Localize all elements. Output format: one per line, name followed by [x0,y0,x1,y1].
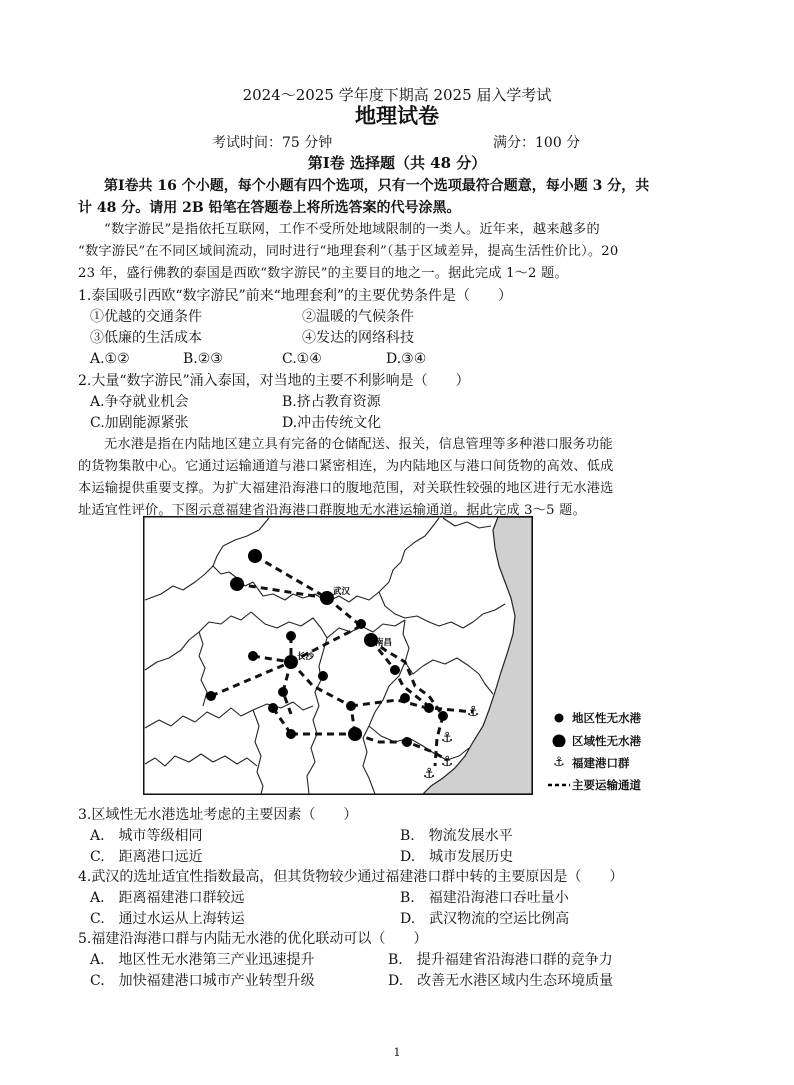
dashed-line-icon [548,777,570,794]
q4-option-d[interactable]: D. 武汉物流的空运比例高 [400,911,570,927]
page-number: 1 [393,1046,401,1059]
q5-option-b[interactable]: B. 提升福建省沿海港口群的竞争力 [388,952,613,968]
legend-port-label: 福建港口群 [572,756,630,770]
passage1-line-2: “数字游民”在不同区域间流动，同时进行“地理套利”（基于区域差异，提高生活性价比）。20 [78,244,619,259]
sea-area [423,517,532,794]
province-borders [145,518,505,794]
q2-option-b[interactable]: B.挤占教育资源 [282,394,381,410]
local-port-dot [400,693,410,703]
local-port-dot [390,665,400,675]
q4-option-a[interactable]: A. 距离福建港口群较远 [90,890,245,906]
passage1-line-3: 23 年，盛行佛教的泰国是西欧“数字游民”的主要目的地之一。据此完成 1～2 题。 [78,266,568,281]
regional-dry-ports [230,549,378,741]
subject-title: 地理试卷 [355,103,439,128]
q1-option-a[interactable]: A.①② [90,351,130,367]
q3-stem: 3.区域性无水港选址考虑的主要因素（ ） [78,807,358,823]
anchor-icon: ⚓ [440,730,454,746]
local-port-dot [278,687,288,697]
anchor-icon: ⚓ [440,754,454,770]
section-title: 第Ⅰ卷 选择题（共 48 分） [307,154,487,172]
q4-stem: 4.武汉的选址适宜性指数最高，但其货物较少通过福建港口群中转的主要原因是（ ） [78,869,624,885]
local-port-dot [206,691,216,701]
exam-time: 考试时间：75 分钟 [212,135,333,151]
local-port-dot [346,701,356,711]
legend-route-label: 主要运输通道 [572,778,641,792]
q1-option-b[interactable]: B.②③ [183,351,223,367]
passage2-line-2: 的货物集散中心。它通过运输通道与港口紧密相连，为内陆地区与港口间货物的高效、低成 [78,459,614,474]
passage2-line-3: 本运输提供重要支撑。为扩大福建沿海港口的腹地范围，对关联性较强的地区进行无水港选 [78,481,614,496]
q5-option-a[interactable]: A. 地区性无水港第三产业迅速提升 [90,952,315,968]
q2-stem: 2.大量“数字游民”涌入泰国，对当地的主要不利影响是（ ） [78,373,470,389]
local-port-dot [424,703,434,713]
instruction-line-1: 第Ⅰ卷共 16 个小题，每个小题有四个选项，只有一个选项最符合题意，每小题 3 分，共 [104,178,650,194]
local-port-dot [356,619,366,629]
q1-item-4: ④发达的网络科技 [302,330,414,346]
passage2-line-4: 址适宜性评价。下图示意福建省沿海港口群腹地无水港运输通道。据此完成 3～5 题。 [78,503,586,518]
local-port-dot [438,711,448,721]
local-port-dot [286,729,296,739]
q2-option-c[interactable]: C.加剧能源紧张 [90,415,189,431]
regional-port-dot [230,577,244,591]
q3-option-c[interactable]: C. 距离港口远近 [90,849,203,865]
regional-port-dot [348,727,362,741]
q1-option-d[interactable]: D.③④ [386,351,427,367]
legend-local-label: 地区性无水港 [572,711,641,725]
local-port-dot [318,671,328,681]
q5-stem: 5.福建沿海港口群与内陆无水港的优化联动可以（ ） [78,931,428,947]
q1-item-2: ②温暖的气候条件 [302,309,414,325]
local-port-dot [402,737,412,747]
q4-option-b[interactable]: B. 福建沿海港口吞吐量小 [400,890,569,906]
local-port-dot [286,631,296,641]
passage1-line-1: “数字游民”是指依托互联网，工作不受所处地域限制的一类人。近年来，越来越多的 [104,222,600,237]
q3-option-a[interactable]: A. 城市等级相同 [90,828,203,844]
q3-option-b[interactable]: B. 物流发展水平 [400,828,513,844]
q1-option-c[interactable]: C.①④ [282,351,322,367]
q5-option-d[interactable]: D. 改善无水港区域内生态环境质量 [388,973,614,989]
local-port-dot [248,651,258,661]
large-dot-icon [552,733,566,750]
anchor-icon: ⚓ [422,766,436,782]
anchor-icon: ⚓ [466,704,480,720]
q1-stem: 1.泰国吸引西欧“数字游民”前来“地理套利”的主要优势条件是（ ） [78,288,512,304]
q2-option-d[interactable]: D.冲击传统文化 [282,415,382,431]
local-port-dot [268,703,278,713]
q1-item-1: ①优越的交通条件 [90,309,202,325]
regional-port-changsha [284,655,298,669]
exam-title: 2024～2025 学年度下期高 2025 届入学考试 [242,86,552,104]
q1-item-3: ③低廉的生活成本 [90,330,202,346]
passage2-line-1: 无水港是指在内陆地区建立具有完备的仓储配送、报关，信息管理等多种港口服务功能 [104,437,613,452]
label-nanchang: 南昌 [375,638,393,648]
full-score: 满分：100 分 [493,135,581,151]
label-wuhan: 武汉 [333,587,351,597]
small-dot-icon [552,710,566,727]
q4-option-c[interactable]: C. 通过水运从上海转运 [90,911,245,927]
instruction-line-2: 计 48 分。请用 2B 铅笔在答题卷上将所选答案的代号涂黑。 [78,200,461,216]
regional-port-wuhan [320,591,334,605]
anchor-icon: ⚓ [553,755,565,770]
legend-regional-label: 区域性无水港 [572,734,641,748]
q2-option-a[interactable]: A.争夺就业机会 [90,394,189,410]
q3-option-d[interactable]: D. 城市发展历史 [400,849,514,865]
q5-option-c[interactable]: C. 加快福建港口城市产业转型升级 [90,973,315,989]
label-changsha: 长沙 [297,652,315,662]
dry-port-map [143,516,533,795]
regional-port-dot [248,549,262,563]
